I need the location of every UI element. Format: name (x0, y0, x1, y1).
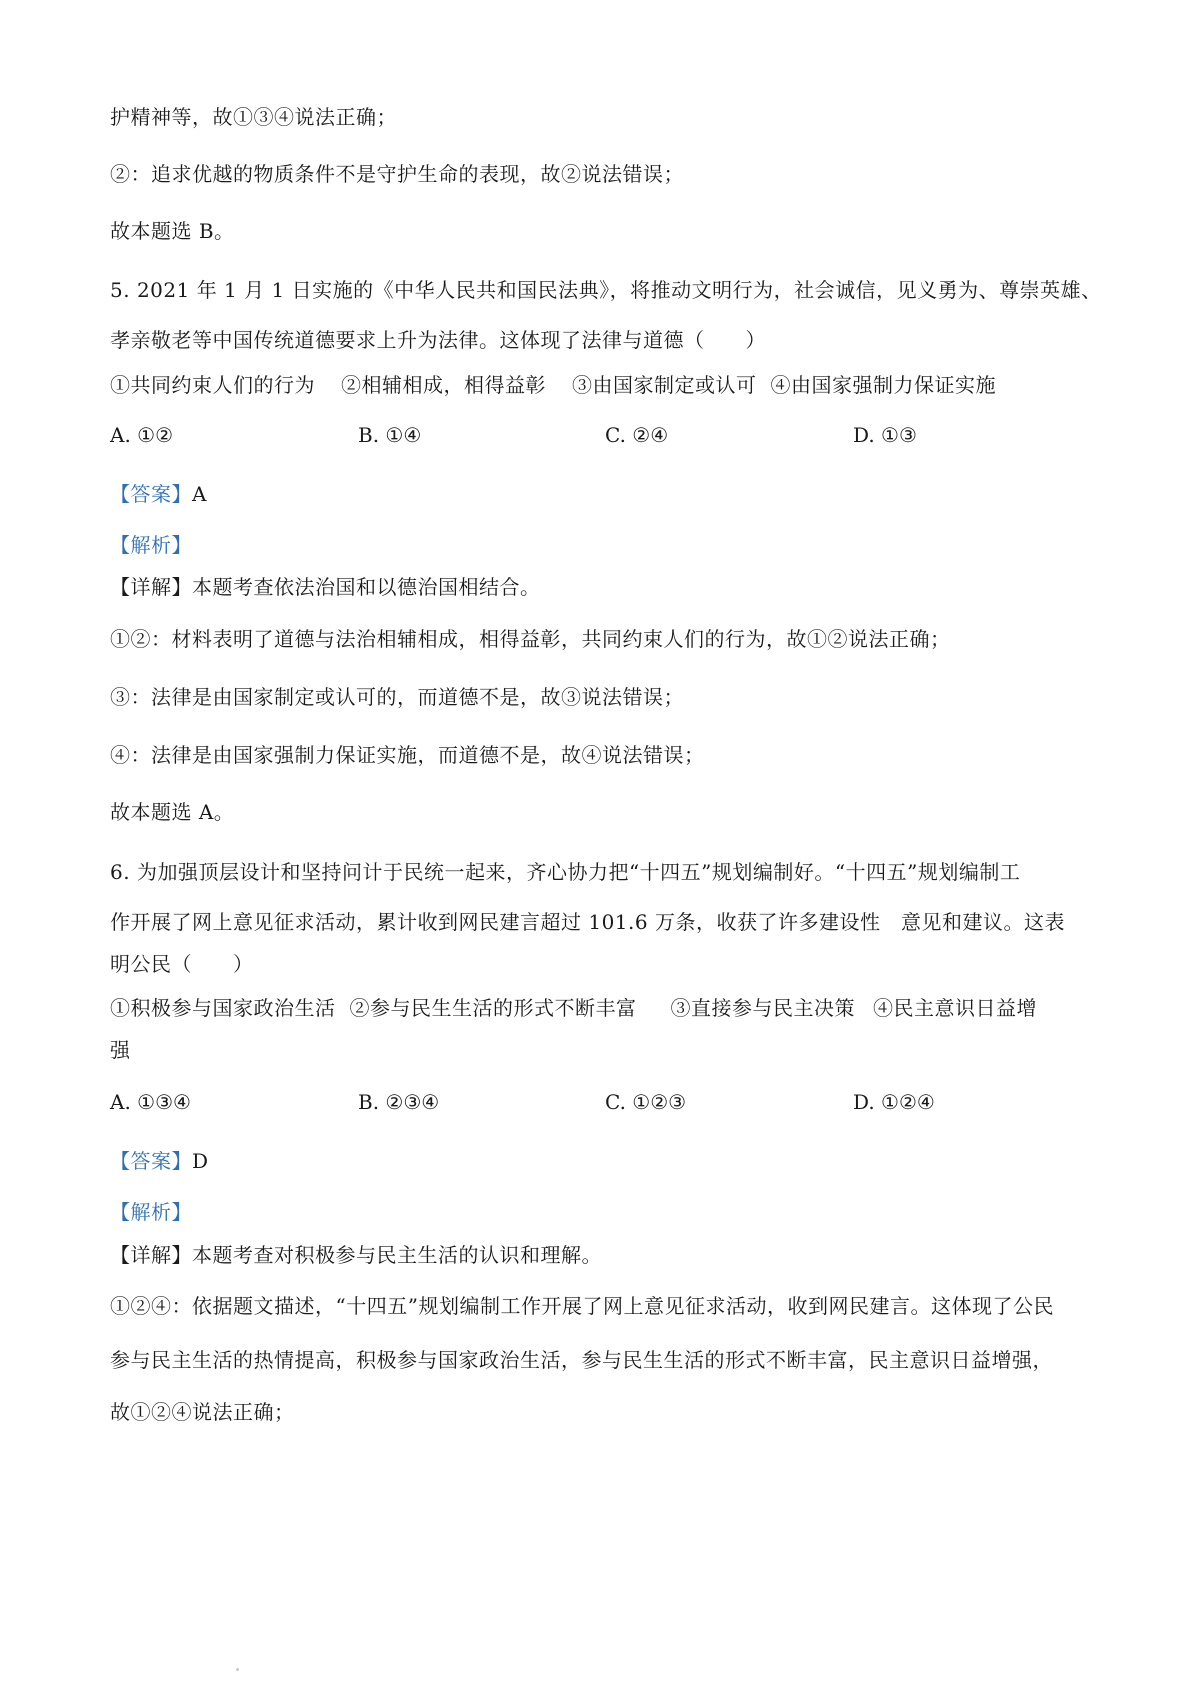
q6-option-d: D. ①②④ (853, 1090, 935, 1114)
q6-statement: ④民主意识日益增 (873, 996, 1037, 1020)
q5-option-b: B. ①④ (358, 423, 422, 447)
q5-explanation-line: ③：法律是由国家制定或认可的，而道德不是，故③说法错误； (110, 685, 684, 709)
prev-explanation-line: 护精神等，故①③④说法正确； (110, 105, 397, 129)
q5-answer (110, 480, 207, 508)
q6-statement: ①积极参与国家政治生活 (110, 996, 336, 1020)
q6-statement-wrap: 强 (110, 1038, 131, 1062)
analysis-tag: 【解析】 (110, 533, 192, 557)
q6-explanation-line: ①②④：依据题文描述，“十四五”规划编制工作开展了网上意见征求活动，收到网民建言。这体现了公民 (110, 1294, 1054, 1318)
q6-answer (110, 1147, 209, 1175)
q5-stem-line: 孝亲敬老等中国传统道德要求上升为法律。这体现了法律与道德（ ） (110, 328, 766, 352)
q5-statement: ①共同约束人们的行为 (110, 373, 315, 397)
answer-tag: 【答案】 (110, 482, 192, 506)
q6-detail: 【详解】本题考查对积极参与民主生活的认识和理解。 (110, 1243, 602, 1267)
answer-value: A (192, 482, 207, 506)
answer-value: D (192, 1149, 209, 1173)
q6-stem-line: 6. 为加强顶层设计和坚持问计于民统一起来，齐心协力把“十四五”规划编制好。“十四五”规划编制工 (110, 860, 1021, 884)
q5-explanation-line: ④：法律是由国家强制力保证实施，而道德不是，故④说法错误； (110, 743, 705, 767)
q5-option-d: D. ①③ (853, 423, 917, 447)
q5-statement: ④由国家强制力保证实施 (770, 373, 996, 397)
q5-option-a: A. ①② (110, 423, 174, 447)
prev-explanation-line: ②：追求优越的物质条件不是守护生命的表现，故②说法错误； (110, 162, 684, 186)
prev-conclusion: 故本题选 B。 (110, 219, 235, 243)
q5-option-c: C. ②④ (605, 423, 669, 447)
answer-tag: 【答案】 (110, 1149, 192, 1173)
q6-option-c: C. ①②③ (605, 1090, 687, 1114)
q6-stem-line: 明公民（ ） (110, 952, 254, 976)
q6-option-a: A. ①③④ (110, 1090, 191, 1114)
q5-conclusion: 故本题选 A。 (110, 800, 235, 824)
scan-speck (236, 1668, 239, 1671)
q5-stem-line: 5. 2021 年 1 月 1 日实施的《中华人民共和国民法典》，将推动文明行为，社会诚信，见义勇为、尊崇英雄、 (110, 278, 1102, 302)
q5-statements (110, 371, 996, 399)
q6-stem-line: 作开展了网上意见征求活动，累计收到网民建言超过 101.6 万条，收获了许多建设性 意见和建议。这表 (110, 910, 1065, 934)
q5-statement: ③由国家制定或认可 (572, 373, 757, 397)
q6-statement: ②参与民生生活的形式不断丰富 (349, 996, 637, 1020)
q6-explanation-line: 故①②④说法正确； (110, 1400, 295, 1424)
q6-statement: ③直接参与民主决策 (670, 996, 855, 1020)
q5-detail: 【详解】本题考查依法治国和以德治国相结合。 (110, 575, 541, 599)
analysis-tag: 【解析】 (110, 1200, 192, 1224)
q5-statement: ②相辅相成，相得益彰 (341, 373, 546, 397)
q6-option-b: B. ②③④ (358, 1090, 440, 1114)
q5-explanation-line: ①②：材料表明了道德与法治相辅相成，相得益彰，共同约束人们的行为，故①②说法正确； (110, 627, 951, 651)
q6-statements (110, 994, 1037, 1022)
q6-explanation-line: 参与民主生活的热情提高，积极参与国家政治生活，参与民生生活的形式不断丰富，民主意识日益增强， (110, 1348, 1053, 1372)
